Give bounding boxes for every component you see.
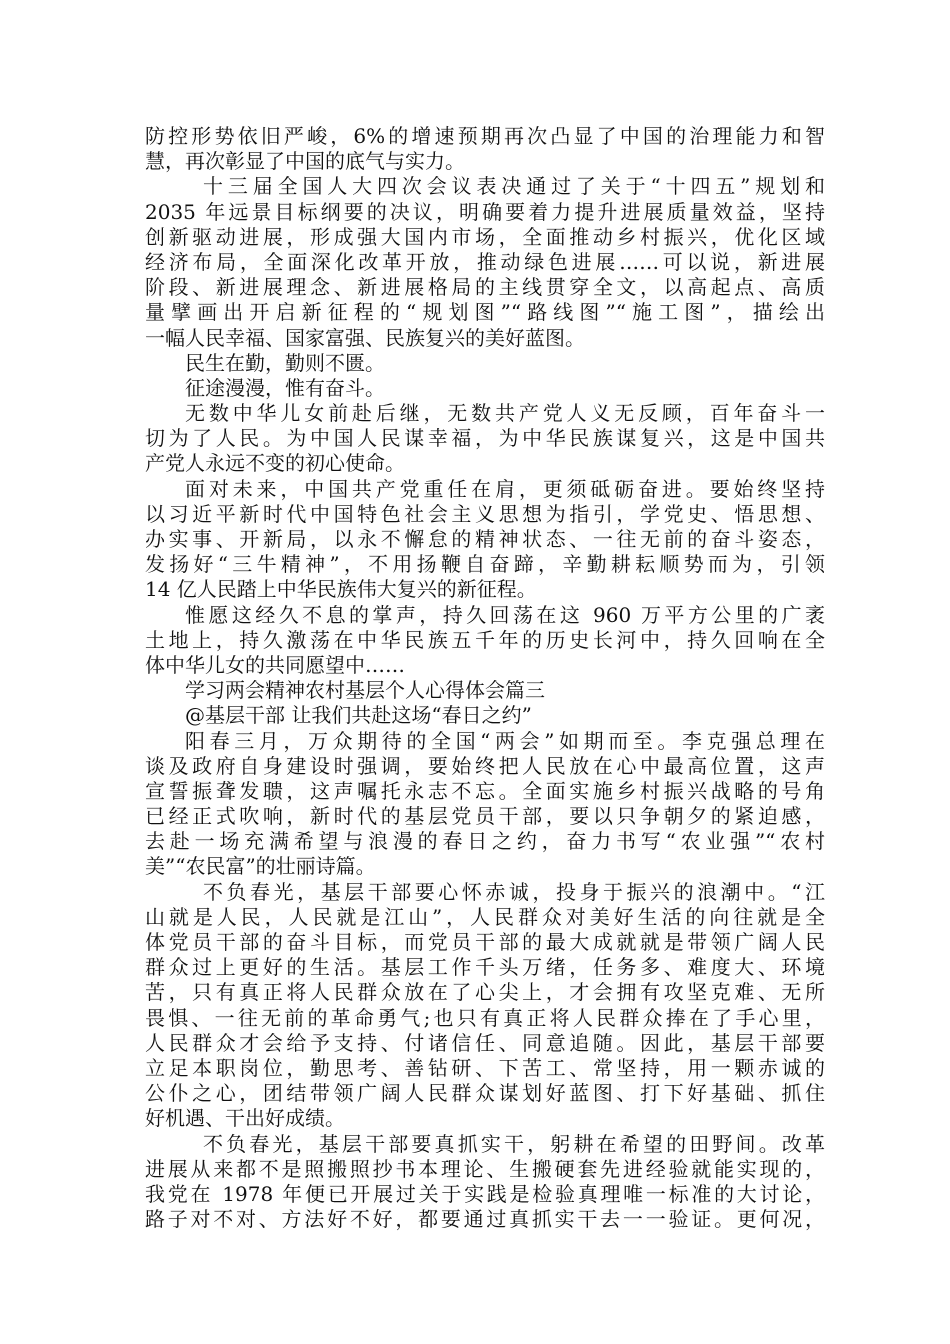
- text-line: 2035 年远景目标纲要的决议，明确要着力提升进展质量效益，坚持: [145, 199, 825, 224]
- text-line: 以习近平新时代中国特色社会主义思想为指引，学党史、悟思想、: [145, 501, 825, 526]
- text-line: 畏惧、一往无前的革命勇气;也只有真正将人民群众捧在了手心里，: [145, 1005, 825, 1030]
- text-line: 群众过上更好的生活。基层工作千头万绪，任务多、难度大、环境: [145, 955, 825, 980]
- text-line: 14 亿人民踏上中华民族伟大复兴的新征程。: [145, 577, 537, 602]
- text-line: 创新驱动进展，形成强大国内市场，全面推动乡村振兴，优化区域: [145, 224, 825, 249]
- text-line: 我党在 1978 年便已开展过关于实践是检验真理唯一标准的大讨论，: [145, 1181, 825, 1206]
- text-line: 发扬好“三牛精神”，不用扬鞭自奋蹄，辛勤耕耘顺势而为，引领: [145, 552, 825, 577]
- text-line: @基层干部 让我们共赴这场“春日之约”: [185, 703, 532, 728]
- text-line: 好机遇、干出好成绩。: [145, 1106, 345, 1131]
- document-body: [145, 124, 825, 1232]
- text-line: 进展从来都不是照搬照抄书本理论、生搬硬套先进经验就能实现的，: [145, 1156, 825, 1181]
- text-line: 慧，再次彰显了中国的底气与实力。: [145, 149, 465, 174]
- text-line: 经济布局，全面深化改革开放，推动绿色进展……可以说，新进展: [145, 249, 825, 274]
- text-line: 学习两会精神农村基层个人心得体会篇三: [185, 678, 545, 703]
- text-line: 阳春三月，万众期待的全国“两会”如期而至。李克强总理在: [185, 728, 825, 753]
- text-line: 山就是人民，人民就是江山”，人民群众对美好生活的向往就是全: [145, 904, 825, 929]
- text-line: 无数中华儿女前赴后继，无数共产党人义无反顾，百年奋斗一: [185, 401, 825, 426]
- text-line: 切为了人民。为中国人民谋幸福，为中华民族谋复兴，这是中国共: [145, 426, 825, 451]
- text-line: 人民群众才会给予支持、付诸信任、同意追随。因此，基层干部要: [145, 1030, 825, 1055]
- text-line: 路子对不对、方法好不好，都要通过真抓实干去一一验证。更何况，: [145, 1207, 825, 1232]
- text-line: 已经正式吹响，新时代的基层党员干部，要以只争朝夕的紧迫感，: [145, 804, 825, 829]
- text-line: 公仆之心，团结带领广阔人民群众谋划好蓝图、打下好基础、抓住: [145, 1081, 825, 1106]
- text-line: 面对未来，中国共产党重任在肩，更须砥砺奋进。要始终坚持: [185, 476, 825, 501]
- text-line: 不负春光，基层干部要真抓实干，躬耕在希望的田野间。改革: [203, 1131, 825, 1156]
- text-line: 苦，只有真正将人民群众放在了心尖上，才会拥有攻坚克难、无所: [145, 980, 825, 1005]
- text-line: 谈及政府自身建设时强调，要始终把人民放在心中最高位置，这声: [145, 753, 825, 778]
- text-line: 办实事、开新局，以永不懈怠的精神状态、一往无前的奋斗姿态，: [145, 527, 825, 551]
- text-line: 去赴一场充满希望与浪漫的春日之约，奋力书写“农业强”“农村: [145, 829, 825, 854]
- text-line: 民生在勤，勤则不匮。: [185, 350, 385, 375]
- text-line: 体中华儿女的共同愿望中……: [145, 652, 405, 677]
- text-line: 一幅人民幸福、国家富强、民族复兴的美好蓝图。: [145, 325, 585, 350]
- text-line: 惟愿这经久不息的掌声，持久回荡在这 960 万平方公里的广袤: [185, 602, 825, 627]
- text-line: 产党人永远不变的初心使命。: [145, 451, 405, 476]
- text-line: 不负春光，基层干部要心怀赤诚，投身于振兴的浪潮中。“江: [203, 879, 825, 904]
- text-line: 量擘画出开启新征程的“规划图”“路线图”“施工图”，描绘出: [145, 300, 825, 325]
- text-line: 土地上，持久激荡在中华民族五千年的历史长河中，持久回响在全: [145, 627, 825, 652]
- text-line: 宣誓振聋发聩，这声嘱托永志不忘。全面实施乡村振兴战略的号角: [145, 778, 825, 803]
- text-line: 十三届全国人大四次会议表决通过了关于“十四五”规划和: [203, 174, 825, 199]
- text-line: 阶段、新进展理念、新进展格局的主线贯穿全文，以高起点、高质: [145, 275, 825, 300]
- text-line: 美”“农民富”的壮丽诗篇。: [145, 854, 376, 879]
- text-line: 征途漫漫，惟有奋斗。: [185, 375, 385, 400]
- text-line: 立足本职岗位，勤思考、善钻研、下苦工、常坚持，用一颗赤诚的: [145, 1055, 825, 1080]
- text-line: 体党员干部的奋斗目标，而党员干部的最大成就就是带领广阔人民: [145, 930, 825, 954]
- text-line: 防控形势依旧严峻，6%的增速预期再次凸显了中国的治理能力和智: [145, 124, 825, 148]
